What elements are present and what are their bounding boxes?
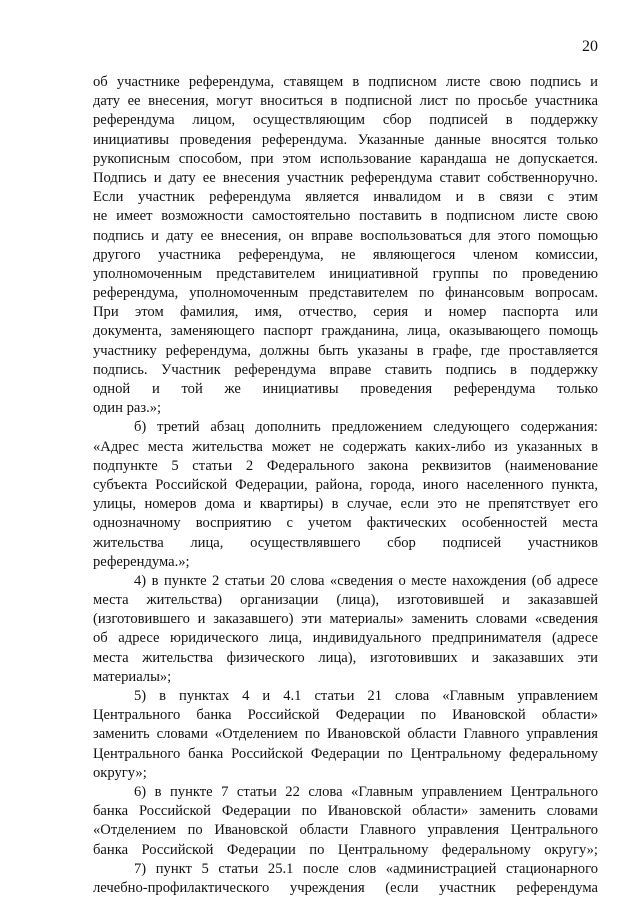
text-line: При этом фамилия, имя, отчество, серия и номер паспорта или — [93, 304, 598, 321]
text-line: «Адрес места жительства может не содержать каких-либо из указанных в — [93, 438, 598, 455]
text-line: об участнике референдума, ставящем в подписном листе свою подпись и — [93, 74, 598, 90]
text-line: 5) в пунктах 4 и 4.1 статьи 21 слова «Главным управлением — [134, 688, 598, 704]
text-line: материалы»; — [93, 668, 172, 685]
text-line: подпись. Участник референдума вправе ставить подпись в поддержку — [93, 361, 598, 378]
text-line: подпись и дату ее внесения, он вправе воспользоваться для этого помощью — [93, 227, 598, 244]
text-line: заменить словами «Отделением по Ивановской области Главного управления — [93, 726, 598, 743]
text-line: участнику референдума, должны быть указаны в графе, где проставляется — [93, 342, 598, 359]
text-line: Центрального банка Российской Федерации по Центральному федеральному — [93, 745, 598, 762]
text-line: б) третий абзац дополнить предложением следующего содержания: — [134, 419, 598, 436]
text-line: другого участника референдума, не являющегося членом комиссии, — [93, 246, 598, 263]
text-line: банка Российской Федерации по Ивановской области» заменить словами — [93, 803, 598, 820]
text-line: «Отделением по Ивановской области Главного управления Центрального — [93, 822, 598, 839]
page-number: 20 — [582, 38, 598, 55]
text-line: референдума лицом, осуществляющим сбор подписей в поддержку — [93, 112, 598, 129]
text-line: 6) в пункте 7 статьи 22 слова «Главным управлением Центрального — [134, 783, 598, 800]
text-line: лечебно-профилактического учреждения (если участник референдума — [93, 879, 598, 896]
text-line: рукописным способом, при этом использование карандаша не допускается. — [93, 150, 598, 167]
text-line: об адресе юридического лица, индивидуального предпринимателя (адресе — [93, 630, 598, 647]
text-line: места жительства физического лица), изготовивших и заказавших эти — [93, 649, 598, 666]
text-line: округу»; — [93, 764, 147, 781]
text-line: места жительства) организации (лица), изготовившей и заказавшей — [93, 592, 598, 609]
text-line: Центрального банка Российской Федерации по Ивановской области» — [93, 707, 598, 724]
text-line: (изготовившего и заказавшего) эти материалы» заменить словами «сведения — [93, 611, 598, 628]
text-line: однозначному восприятию с учетом фактических особенностей места — [93, 515, 598, 532]
text-line: уполномоченным представителем инициативной группы по проведению — [93, 265, 598, 282]
text-line: один раз.»; — [93, 400, 162, 417]
text-line: подпункте 5 статьи 2 Федерального закона реквизитов (наименование — [93, 457, 598, 474]
text-line: Подпись и дату ее внесения участник референдума ставит собственноручно. — [93, 169, 598, 186]
text-line: документа, заменяющего паспорт гражданина, лица, оказывающего помощь — [93, 323, 598, 340]
text-line: референдума, уполномоченным представителем по финансовым вопросам. — [93, 285, 598, 302]
text-line: банка Российской Федерации по Центральному федеральному округу»; — [93, 841, 598, 858]
text-line: жительства лица, осуществлявшего сбор подписей участников — [93, 534, 598, 551]
text-line: 4) в пункте 2 статьи 20 слова «сведения о месте нахождения (об адресе — [134, 572, 598, 589]
text-line: дату ее внесения, могут вноситься в подписной лист по просьбе участника — [93, 93, 598, 110]
text-line: Если участник референдума является инвалидом и в связи с этим — [93, 189, 598, 206]
text-line: не имеет возможности самостоятельно поставить в подписном листе свою — [93, 208, 598, 225]
text-line: субъекта Российской Федерации, района, города, иного населенного пункта, — [93, 476, 598, 493]
text-line: 7) пункт 5 статьи 25.1 после слов «администрацией стационарного — [134, 860, 598, 877]
text-line: референдума.»; — [93, 553, 190, 570]
text-line: одной и той же инициативы проведения референдума только — [93, 381, 598, 397]
text-line: улицы, номеров дома и квартиры) в случае, если это не препятствует его — [93, 496, 598, 513]
text-line: инициативы проведения референдума. Указанные данные вносятся только — [93, 131, 598, 148]
document-body — [93, 73, 598, 898]
